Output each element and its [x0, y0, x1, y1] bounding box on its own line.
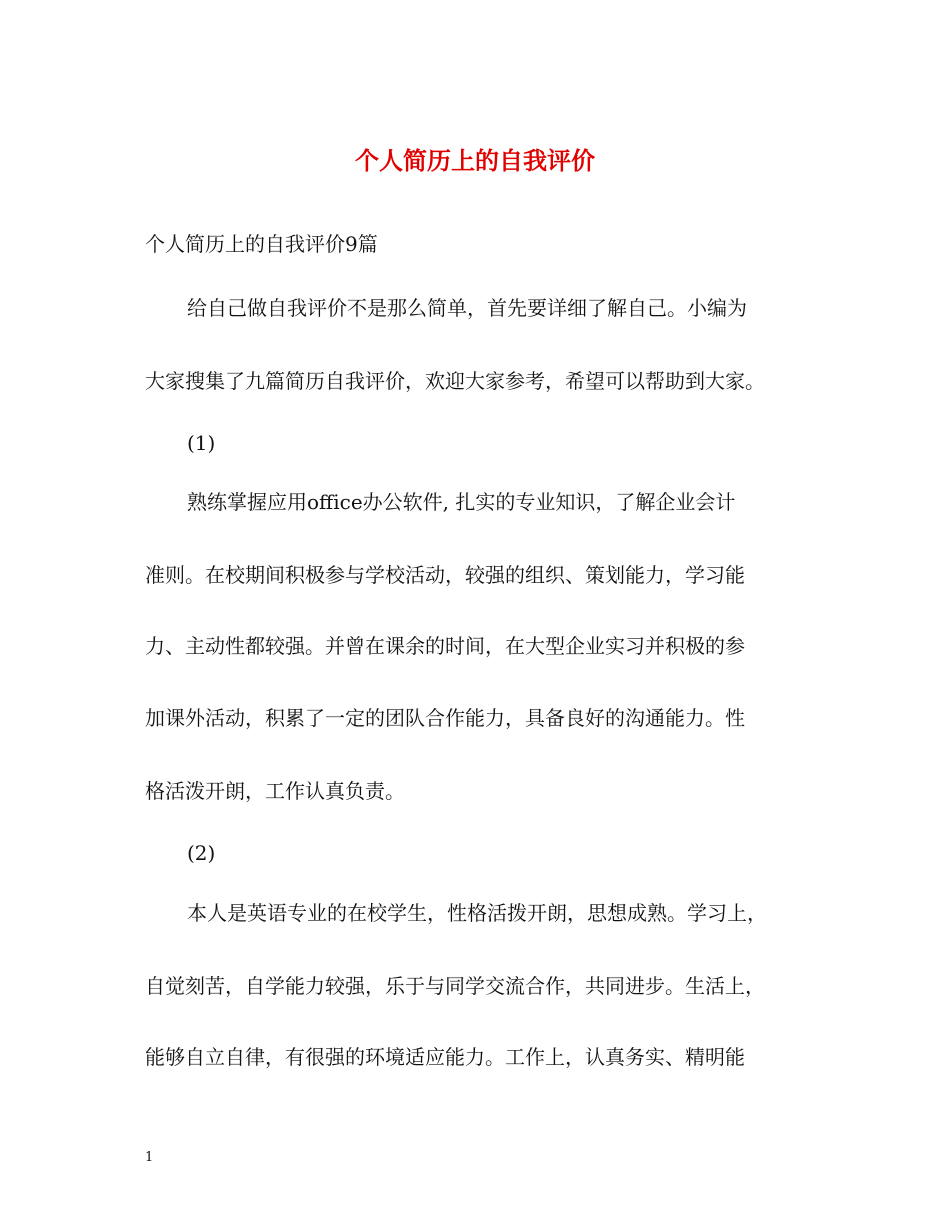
document-subtitle: 个人简历上的自我评价9篇	[145, 232, 378, 256]
paragraph-line: 能够自立自律，有很强的环境适应能力。工作上，认真务实、精明能	[145, 1045, 745, 1069]
paragraph-line: 准则。在校期间积极参与学校活动，较强的组织、策划能力，学习能	[145, 563, 745, 587]
paragraph-line: 本人是英语专业的在校学生，性格活拨开朗，思想成熟。学习上，	[187, 901, 767, 925]
section-number: (1)	[187, 431, 216, 455]
paragraph-line: 力、主动性都较强。并曾在课余的时间，在大型企业实习并积极的参	[145, 634, 745, 658]
section-number: (2)	[187, 841, 216, 865]
paragraph-line: 格活泼开朗，工作认真负责。	[145, 779, 405, 803]
document-title: 个人简历上的自我评价	[355, 146, 595, 175]
page-number: 1	[145, 1150, 154, 1165]
paragraph-line: 给自己做自我评价不是那么简单，首先要详细了解自己。小编为	[187, 296, 747, 320]
paragraph-line: 加课外活动，积累了一定的团队合作能力，具备良好的沟通能力。性	[145, 706, 745, 730]
paragraph-line: 自觉刻苦，自学能力较强，乐于与同学交流合作，共同进步。生活上，	[145, 974, 765, 998]
paragraph-line: 大家搜集了九篇简历自我评价，欢迎大家参考，希望可以帮助到大家。	[145, 369, 765, 393]
paragraph-line: 熟练掌握应用office办公软件, 扎实的专业知识，了解企业会计	[187, 490, 736, 514]
